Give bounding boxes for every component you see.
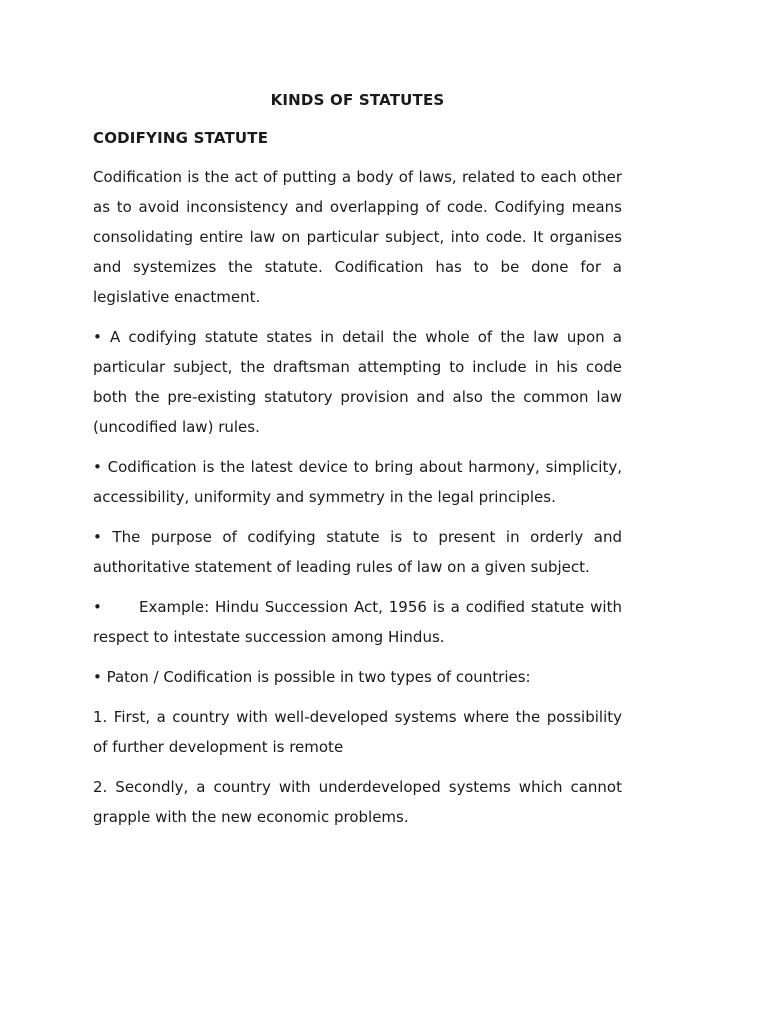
example-bullet: • bbox=[93, 598, 102, 616]
example-text: Example: Hindu Succession Act, 1956 is a codified statute with respect to intestate succession among Hindus. bbox=[93, 598, 622, 646]
section-heading: CODIFYING STATUTE bbox=[93, 129, 269, 147]
paragraph-point-second: 2. Secondly, a country with underdeveloped systems which cannot grapple with the new economic problems. bbox=[93, 778, 622, 826]
document-page bbox=[93, 88, 622, 842]
paragraph-intro: Codification is the act of putting a body of laws, related to each other as to avoid inconsistency and overlapping of code. Codifying means consolidating entire law on particular subject, into code. It organises and systemizes the statute. Codification has to be done for a legislative enactment. bbox=[93, 168, 622, 306]
paragraph-bullet-harmony: • Codification is the latest device to bring about harmony, simplicity, accessibility, uniformity and symmetry in the legal principles. bbox=[93, 458, 622, 506]
paragraph-point-first: 1. First, a country with well-developed systems where the possibility of further development is remote bbox=[93, 708, 622, 756]
paragraph-bullet-example bbox=[93, 592, 622, 652]
paragraph-bullet-purpose: • The purpose of codifying statute is to present in orderly and authoritative statement of leading rules of law on a given subject. bbox=[93, 528, 622, 576]
paragraph-bullet-detail: • A codifying statute states in detail the whole of the law upon a particular subject, the draftsman attempting to include in his code both the pre-existing statutory provision and also the common law (uncodified law) rules. bbox=[93, 328, 622, 436]
paragraph-bullet-paton: • Paton / Codification is possible in two types of countries: bbox=[93, 668, 531, 686]
document-title: KINDS OF STATUTES bbox=[270, 91, 445, 109]
